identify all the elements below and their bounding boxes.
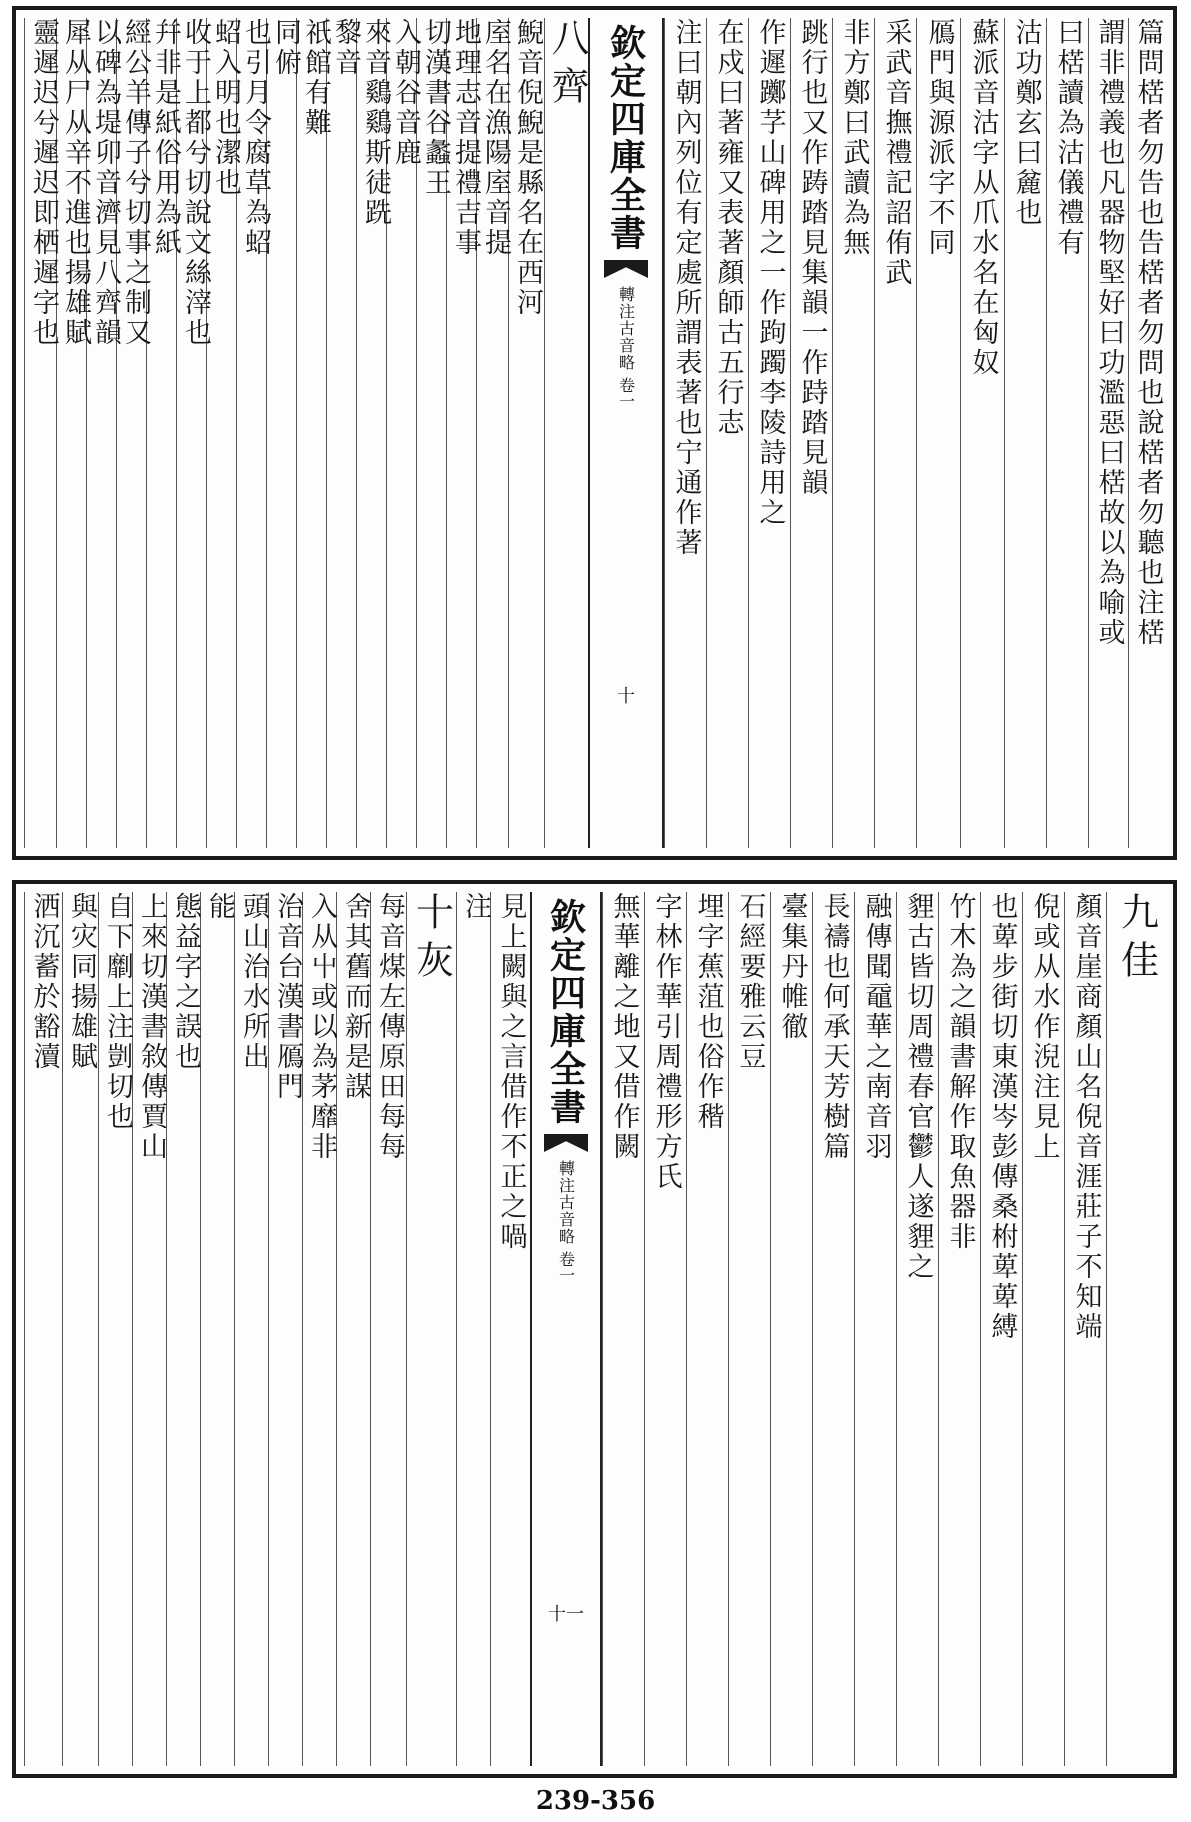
text-column — [602, 892, 644, 1766]
fish-tail-mark — [544, 1134, 588, 1152]
text-column — [1128, 18, 1166, 848]
text-column — [748, 18, 790, 848]
text-column — [854, 892, 896, 1766]
text-column — [980, 892, 1022, 1766]
text-column — [874, 18, 916, 848]
column-text: 犀从尸从辛不進也揚雄賦 — [60, 18, 91, 348]
text-column — [200, 892, 234, 1766]
column-text: 埋字蕉菹也俗作稭 — [692, 892, 724, 1132]
text-column — [62, 892, 98, 1766]
column-text: 黎音 — [330, 18, 361, 78]
text-column — [456, 892, 490, 1766]
section-heading-column — [406, 892, 456, 1766]
column-text: 入从屮或以為茅靡非 — [306, 892, 337, 1162]
column-text: 來音鷄鷄斯徒跣 — [360, 18, 391, 228]
fish-tail-mark — [604, 260, 648, 278]
column-text: 經公羊傳子兮切事之制又 — [120, 18, 151, 348]
column-text: 注曰朝內列位有定處所謂表著也宁通作著 — [670, 18, 702, 558]
column-text: 作遲躑芓山碑用之一作跔躅李陵詩用之 — [754, 18, 786, 528]
text-column — [234, 892, 268, 1766]
text-column — [336, 892, 370, 1766]
column-text: 倪或从水作淣注見上 — [1028, 892, 1060, 1162]
top-page — [12, 6, 1177, 860]
text-column — [832, 18, 874, 848]
text-column — [1064, 892, 1106, 1766]
text-column — [268, 892, 302, 1766]
column-text: 在戍曰著雍又表著顏師古五行志 — [712, 18, 744, 438]
column-text: 顏音崖商顏山名倪音涯莊子不知端 — [1070, 892, 1102, 1342]
column-text: 貍古皆切周禮春官鬱人遂貍之 — [902, 892, 934, 1282]
column-text: 入朝谷音鹿 — [390, 18, 421, 168]
text-column — [490, 892, 530, 1766]
bottom-page — [12, 880, 1177, 1778]
text-column — [1022, 892, 1064, 1766]
text-column — [916, 18, 960, 848]
column-text: 非方鄭曰武讀為無 — [838, 18, 870, 258]
section-heading: 九佳 — [1114, 892, 1159, 988]
text-column — [790, 18, 832, 848]
text-column — [302, 892, 336, 1766]
column-text: 字林作華引周禮形方氏 — [650, 892, 682, 1192]
text-column — [706, 18, 748, 848]
column-text: 蘇派音沽字从爪水名在匈奴 — [967, 18, 999, 378]
column-text: 曰楛讀為沽儀禮有 — [1052, 18, 1084, 258]
fold-title: 欽定四庫全書 — [604, 24, 647, 252]
column-text: 蛁入明也潔也 — [210, 18, 241, 198]
fold-title: 欽定四庫全書 — [544, 898, 587, 1126]
column-text: 地理志音提禮吉事 — [450, 18, 481, 258]
text-column — [24, 892, 62, 1766]
fold-leaf-number: 十 — [617, 686, 635, 707]
column-text: 收于上都兮切說文絲滓也 — [180, 18, 211, 348]
section-heading: 八齊 — [545, 18, 589, 114]
text-column — [770, 892, 812, 1766]
text-column — [644, 892, 686, 1766]
column-text: 注 — [460, 892, 491, 922]
column-text: 跳行也又作踌踏見集韻一作跱踏見韻 — [796, 18, 828, 498]
column-text: 祇館有難 — [300, 18, 331, 138]
column-text: 切漢書谷蠡王 — [420, 18, 451, 198]
column-text: 舍其舊而新是謀 — [340, 892, 371, 1102]
column-text: 態益字之誤也 — [170, 892, 201, 1072]
column-text: 無華離之地又借作闕 — [608, 892, 640, 1162]
column-text: 也引月令腐草為蛁 — [240, 18, 271, 258]
section-heading-column — [544, 18, 588, 848]
text-column — [728, 892, 770, 1766]
center-fold — [588, 18, 664, 848]
column-text: 治音台漢書鴈門 — [272, 892, 303, 1102]
text-column — [938, 892, 980, 1766]
text-column — [166, 892, 200, 1766]
column-text: 以碑為堤卯音濟見八齊韻 — [90, 18, 121, 348]
text-column — [370, 892, 406, 1766]
page-number: 239-356 — [535, 1786, 656, 1816]
column-text: 鴈門與源派字不同 — [923, 18, 955, 258]
column-text: 上來切漢書敘傳賈山 — [136, 892, 167, 1162]
column-text: 靈遲迟兮遲迟即栖遲字也 — [28, 18, 59, 348]
column-text: 石經要雅云豆 — [734, 892, 766, 1072]
section-heading-column — [1106, 892, 1166, 1766]
text-column — [686, 892, 728, 1766]
column-text: 融傳聞黿華之南音羽 — [860, 892, 892, 1162]
column-text: 與灾同揚雄賦 — [66, 892, 97, 1072]
column-text: 臺集丹帷徹 — [776, 892, 808, 1042]
column-text: 幷非是紙俗用為紙 — [150, 18, 181, 258]
column-text: 竹木為之韻書解作取魚器非 — [944, 892, 976, 1252]
column-text: 庢名在漁陽庢音提 — [480, 18, 511, 258]
text-column — [1046, 18, 1088, 848]
column-text: 見上闕與之言借作不正之喎 — [495, 892, 527, 1252]
column-text: 長禱也何承天芳樹篇 — [818, 892, 850, 1162]
text-column — [98, 892, 132, 1766]
text-column — [896, 892, 938, 1766]
column-text: 也萆步街切東漢岑彭傳桑柎萆萆縛 — [986, 892, 1018, 1342]
column-text: 洒沉蓄於豁瀆 — [28, 892, 60, 1072]
fold-volume-number: 卷一 — [616, 377, 636, 409]
column-text: 頭山治水所出 — [238, 892, 269, 1072]
column-text: 同俯 — [270, 18, 301, 78]
text-column — [1088, 18, 1128, 848]
column-text: 每音煤左傳原田每每 — [374, 892, 405, 1162]
section-heading: 十灰 — [409, 892, 454, 988]
text-column — [960, 18, 1004, 848]
text-column — [132, 892, 166, 1766]
column-text: 自下劘上注剴切也 — [102, 892, 133, 1132]
fold-volume-number: 卷一 — [556, 1251, 576, 1283]
column-text: 采武音撫禮記詔侑武 — [880, 18, 912, 288]
text-column — [1004, 18, 1046, 848]
column-text: 能 — [204, 892, 235, 922]
center-fold — [530, 892, 602, 1766]
text-column — [24, 18, 59, 848]
column-text: 鯢音倪鯢是縣名在西河 — [512, 18, 543, 318]
column-text: 謂非禮義也凡器物堅好曰功濫惡曰楛故以為喻或 — [1093, 18, 1125, 648]
text-column — [812, 892, 854, 1766]
fold-leaf-number: 十一 — [548, 1604, 584, 1625]
text-column — [508, 18, 544, 848]
fold-volume: 轉注古音略 — [556, 1160, 576, 1245]
column-text: 篇問楛者勿告也告楛者勿問也說楛者勿聽也注楛 — [1132, 18, 1164, 648]
text-column — [664, 18, 706, 848]
fold-volume: 轉注古音略 — [616, 286, 636, 371]
column-text: 沽功鄭玄曰麄也 — [1010, 18, 1042, 228]
